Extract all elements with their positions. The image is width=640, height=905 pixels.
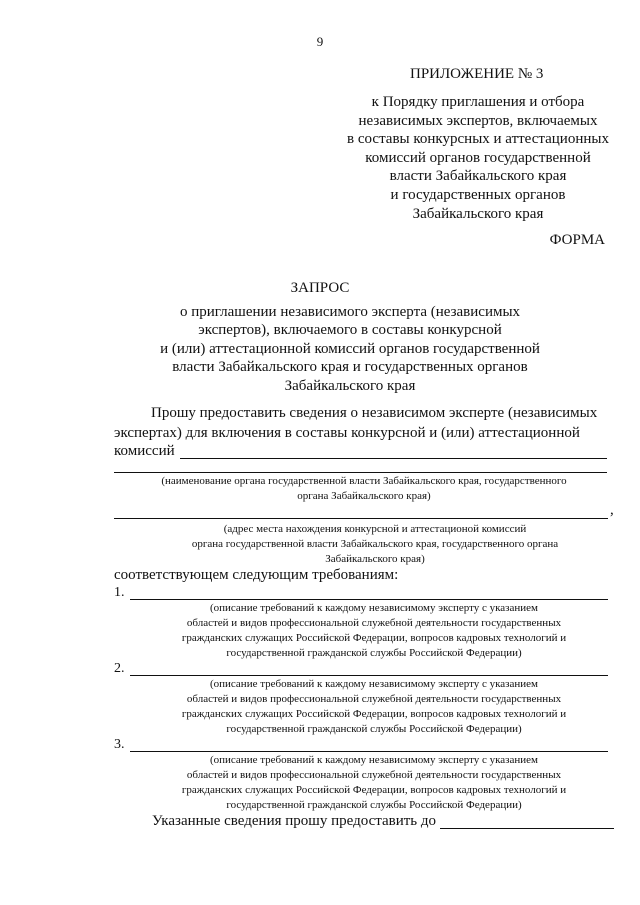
commission-input-line[interactable] bbox=[180, 458, 607, 459]
commission-label: комиссий bbox=[114, 443, 175, 459]
address-note bbox=[150, 522, 600, 567]
org-name-input-line[interactable] bbox=[114, 472, 607, 473]
requirement-number-3: 3. bbox=[114, 737, 125, 752]
requirement-input-line-3[interactable] bbox=[130, 751, 608, 752]
requirement-note-3 bbox=[130, 753, 618, 813]
requirement-note-2 bbox=[130, 677, 618, 737]
note-line: гражданских служащих Российской Федерации, вопросов кадровых технологий и bbox=[181, 784, 567, 796]
requirements-intro: соответствующем следующим требованиям: bbox=[114, 567, 399, 583]
appendix-line: власти Забайкальского края bbox=[389, 168, 567, 185]
requirement-input-line-1[interactable] bbox=[130, 599, 608, 600]
request-line: власти Забайкальского края и государственных органов bbox=[172, 359, 528, 376]
note-line: (описание требований к каждому независимому эксперту с указанием bbox=[209, 678, 539, 690]
note-line: (описание требований к каждому независимому эксперту с указанием bbox=[209, 754, 539, 766]
paragraph-line-2: экспертах) для включения в составы конкурсной и (или) аттестационной bbox=[114, 425, 580, 441]
note-line: органа Забайкальского края) bbox=[297, 490, 431, 502]
appendix-line: Забайкальского края bbox=[412, 205, 544, 222]
appendix-line: и государственных органов bbox=[390, 186, 566, 203]
note-line: областей и видов профессиональной служебной деятельности государственных bbox=[186, 693, 562, 705]
note-line: (наименование органа государственной власти Забайкальского края, государственного bbox=[161, 475, 567, 487]
request-paragraph bbox=[114, 403, 612, 443]
org-name-note bbox=[114, 474, 614, 504]
closing-text: Указанные сведения прошу предоставить до bbox=[152, 813, 437, 829]
appendix-line: в составы конкурсных и аттестационных bbox=[347, 131, 609, 148]
appendix-line: независимых экспертов, включаемых bbox=[358, 112, 598, 129]
request-line: о приглашении независимого эксперта (независимых bbox=[179, 304, 521, 320]
request-line: и (или) аттестационной комиссий органов государственной bbox=[160, 340, 540, 357]
note-line: гражданских служащих Российской Федерации, вопросов кадровых технологий и bbox=[181, 708, 567, 720]
request-line: экспертов), включаемого в составы конкурсной bbox=[198, 322, 502, 339]
requirement-input-line-2[interactable] bbox=[130, 675, 608, 676]
requirement-number-1: 1. bbox=[114, 585, 125, 600]
appendix-title: ПРИЛОЖЕНИЕ № 3 bbox=[410, 66, 544, 82]
request-subtitle bbox=[130, 303, 570, 395]
request-title: ЗАПРОС bbox=[290, 280, 350, 296]
address-comma: , bbox=[610, 502, 614, 518]
requirement-number-2: 2. bbox=[114, 661, 125, 676]
address-input-line[interactable] bbox=[114, 518, 608, 519]
note-line: гражданских служащих Российской Федерации, вопросов кадровых технологий и bbox=[181, 632, 567, 644]
note-line: (описание требований к каждому независимому эксперту с указанием bbox=[209, 602, 539, 614]
request-line: Забайкальского края bbox=[284, 377, 416, 394]
note-line: Забайкальского края) bbox=[325, 553, 425, 565]
paragraph-line-1: Прошу предоставить сведения о независимом эксперте (независимых bbox=[151, 405, 598, 421]
page-number: 9 bbox=[316, 34, 324, 49]
appendix-subtitle bbox=[318, 93, 638, 223]
note-line: (адрес места нахождения конкурсной и аттестационой комиссий bbox=[223, 523, 527, 535]
note-line: государственной гражданской службы Российской Федерации) bbox=[226, 799, 522, 811]
requirement-note-1 bbox=[130, 601, 618, 661]
note-line: органа государственной власти Забайкальского края, государственного органа bbox=[191, 538, 559, 550]
note-line: областей и видов профессиональной служебной деятельности государственных bbox=[186, 617, 562, 629]
note-line: государственной гражданской службы Российской Федерации) bbox=[226, 723, 522, 735]
note-line: областей и видов профессиональной служебной деятельности государственных bbox=[186, 769, 562, 781]
deadline-input-line[interactable] bbox=[440, 828, 614, 829]
form-label: ФОРМА bbox=[549, 232, 605, 248]
note-line: государственной гражданской службы Российской Федерации) bbox=[226, 647, 522, 659]
appendix-line: к Порядку приглашения и отбора bbox=[371, 94, 585, 110]
appendix-line: комиссий органов государственной bbox=[365, 149, 591, 166]
